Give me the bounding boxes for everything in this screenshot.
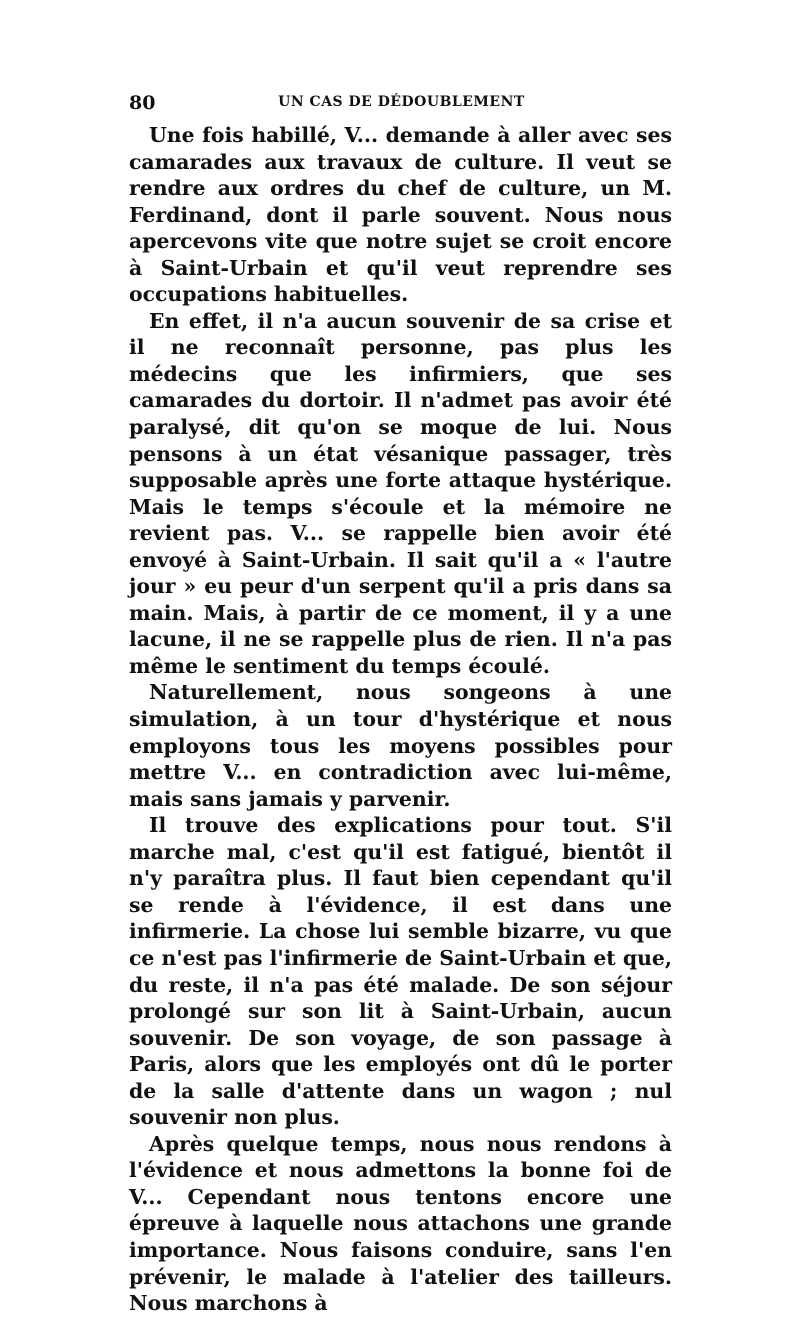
running-title: UN CAS DE DÉDOUBLEMENT (278, 94, 525, 110)
paragraph-2: En effet, il n'a aucun souvenir de sa crise et il ne reconnaît personne, pas plus les médecins que les infirmiers, que ses camarades du dortoir. Il n'admet pas avoir été paralysé, dit qu'on se moque de lui. Nous pensons à un état vésanique passager, très supposable après une forte attaque hystérique. Mais le temps s'écoule et la mémoire ne revient pas. V... se rappelle bien avoir été envoyé à Saint-Urbain. Il sait qu'il a « l'autre jour » eu peur d'un serpent qu'il a pris dans sa main. Mais, à partir de ce moment, il y a une lacune, il ne se rappelle plus de rien. Il n'a pas même le sentiment du temps écoulé. (129, 308, 672, 678)
paragraph-3: Naturellement, nous songeons à une simulation, à un tour d'hystérique et nous employons tous les moyens possibles pour mettre V... en contradiction avec lui-même, mais sans jamais y parvenir. (129, 680, 672, 811)
body-text (129, 122, 672, 1317)
page-number: 80 (129, 92, 156, 114)
paragraph-5: Après quelque temps, nous nous rendons à l'évidence et nous admettons la bonne foi de V... Cependant nous tentons encore une épreuve à laquelle nous attachons une grande importance. Nous faisons conduire, sans l'en prévenir, le malade à l'atelier des tailleurs. Nous marchons à (129, 1131, 672, 1316)
paragraph-4: Il trouve des explications pour tout. S'il marche mal, c'est qu'il est fatigué, bientôt il n'y paraîtra plus. Il faut bien cependant qu'il se rende à l'évidence, il est dans une infirmerie. La chose lui semble bizarre, vu que ce n'est pas l'infirmerie de Saint-Urbain et que, du reste, il n'a pas été malade. De son séjour prolongé sur son lit à Saint-Urbain, aucun souvenir. De son voyage, de son passage à Paris, alors que les employés ont dû le porter de la salle d'attente dans un wagon ; nul souvenir non plus. (129, 813, 672, 1130)
page-header (129, 92, 674, 118)
paragraph-1: Une fois habillé, V... demande à aller avec ses camarades aux travaux de culture. Il veut se rendre aux ordres du chef de culture, un M. Ferdinand, dont il parle souvent. Nous nous apercevons vite que notre sujet se croit encore à Saint-Urbain et qu'il veut reprendre ses occupations habituelles. (129, 123, 672, 307)
